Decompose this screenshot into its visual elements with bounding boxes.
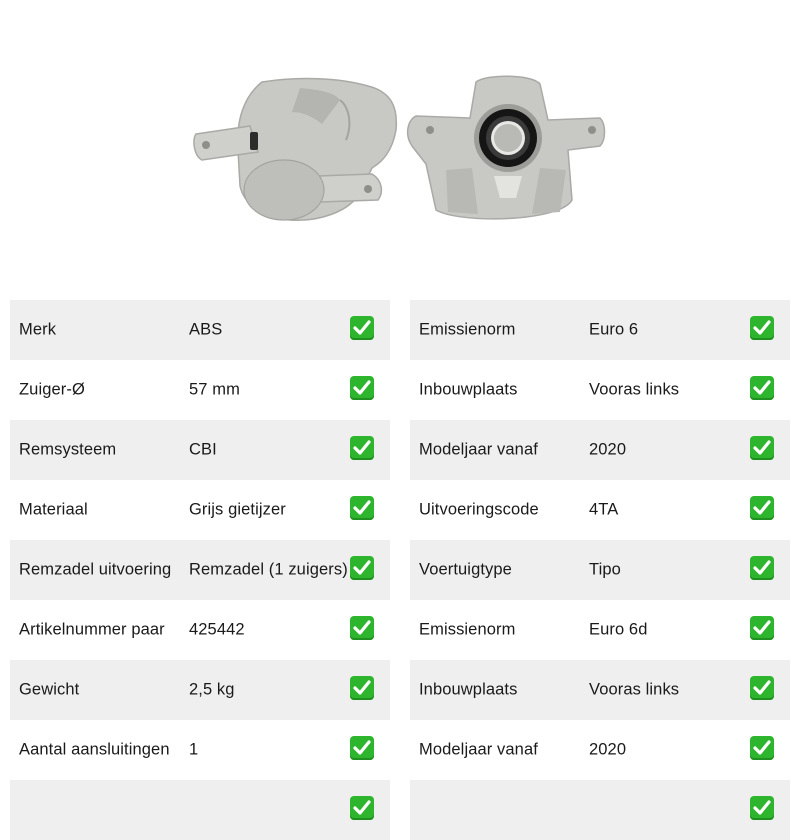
spec-value: Vooras links <box>589 380 680 399</box>
spec-row <box>410 720 790 780</box>
checkmark-icon <box>350 616 374 640</box>
spec-value: Euro 6 <box>589 320 639 339</box>
spec-label: Modeljaar vanaf <box>419 740 538 759</box>
checkmark-icon <box>750 376 774 400</box>
spec-row <box>410 360 790 420</box>
spec-value: 2020 <box>589 440 627 459</box>
checkmark-icon <box>750 736 774 760</box>
checkmark-icon <box>750 496 774 520</box>
spec-value: 2,5 kg <box>189 680 235 699</box>
spec-value: Tipo <box>589 560 621 579</box>
spec-row <box>410 300 790 360</box>
spec-label: Emissienorm <box>419 620 516 639</box>
spec-row <box>10 720 390 780</box>
spec-label: Remsysteem <box>19 440 117 459</box>
spec-label: Remzadel uitvoering <box>19 560 172 579</box>
spec-label: Artikelnummer paar <box>19 620 165 639</box>
checkmark-icon <box>750 616 774 640</box>
spec-row <box>10 480 390 540</box>
checkmark-icon <box>350 496 374 520</box>
spec-row <box>10 540 390 600</box>
checkmark-icon <box>750 436 774 460</box>
checkmark-icon <box>750 556 774 580</box>
spec-value: 57 mm <box>189 380 240 399</box>
spec-value: 2020 <box>589 740 627 759</box>
spec-label: Emissienorm <box>419 320 516 339</box>
spec-value: ABS <box>189 320 223 339</box>
spec-value: Remzadel (1 zuigers) <box>189 560 348 579</box>
spec-label: Merk <box>19 320 57 339</box>
checkmark-icon <box>350 556 374 580</box>
spec-label: Gewicht <box>19 680 80 699</box>
spec-row <box>410 420 790 480</box>
spec-table-right <box>410 300 790 840</box>
spec-value: 4TA <box>589 500 619 519</box>
checkmark-icon <box>350 436 374 460</box>
spec-label: Inbouwplaats <box>419 680 518 699</box>
spec-row <box>10 360 390 420</box>
spec-label: Zuiger-Ø <box>19 380 85 399</box>
spec-row <box>10 420 390 480</box>
spec-row <box>410 480 790 540</box>
checkmark-icon <box>750 676 774 700</box>
spec-label: Inbouwplaats <box>419 380 518 399</box>
spec-row <box>410 780 790 840</box>
spec-value: 1 <box>189 740 199 759</box>
spec-label: Uitvoeringscode <box>419 500 539 519</box>
spec-value: Grijs gietijzer <box>189 500 286 519</box>
spec-label: Modeljaar vanaf <box>419 440 538 459</box>
spec-value: Euro 6d <box>589 620 648 639</box>
spec-row <box>410 540 790 600</box>
spec-row <box>10 600 390 660</box>
checkmark-icon <box>350 736 374 760</box>
checkmark-icon <box>750 316 774 340</box>
checkmark-icon <box>350 316 374 340</box>
checkmark-icon <box>350 376 374 400</box>
spec-table-left <box>10 300 390 840</box>
spec-value: 425442 <box>189 620 245 639</box>
spec-label: Materiaal <box>19 500 88 519</box>
brake-caliper-pair-image <box>0 0 800 270</box>
spec-row <box>410 600 790 660</box>
spec-row <box>10 660 390 720</box>
spec-label: Aantal aansluitingen <box>19 740 170 759</box>
spec-row <box>10 300 390 360</box>
spec-label: Voertuigtype <box>419 560 512 579</box>
product-image-area <box>0 0 800 270</box>
spec-row <box>10 780 390 840</box>
spec-row <box>410 660 790 720</box>
checkmark-icon <box>350 676 374 700</box>
spec-value: Vooras links <box>589 680 680 699</box>
spec-value: CBI <box>189 440 217 459</box>
